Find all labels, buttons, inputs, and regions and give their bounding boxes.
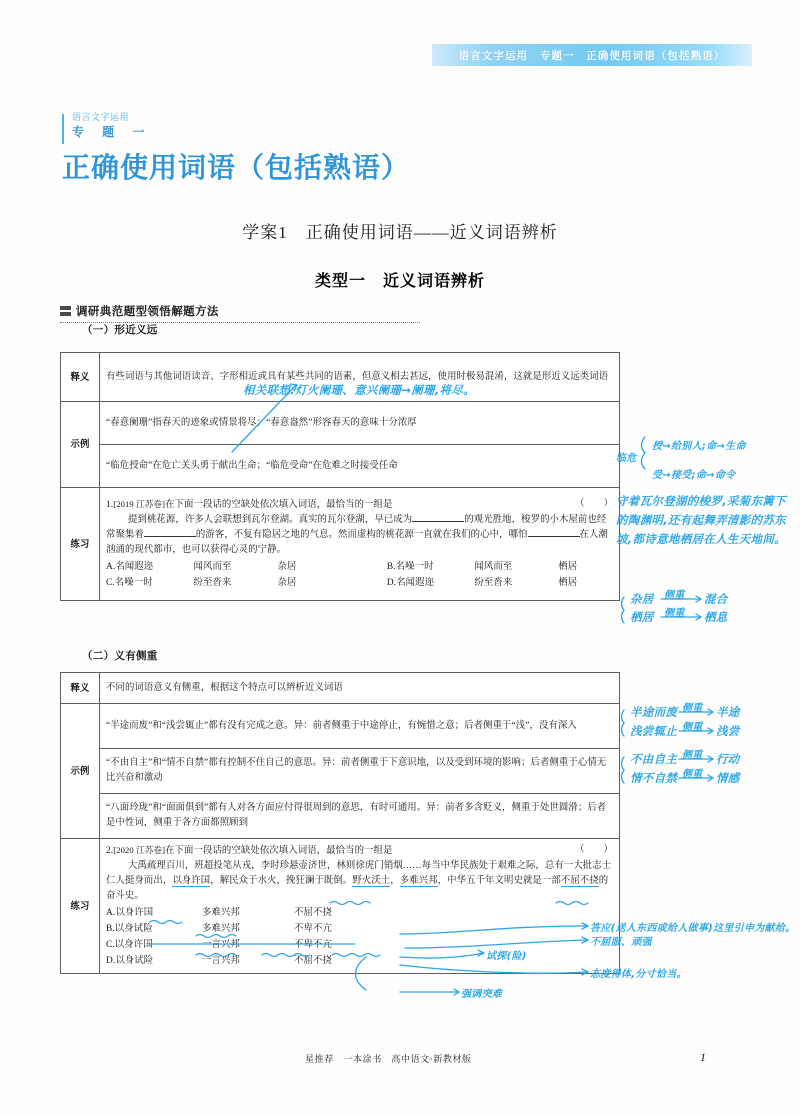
annotation-bantu-result: 半途 [716, 705, 740, 719]
passage: 提到桃花源，许多人会联想到瓦尔登湖。真实的瓦尔登湖，早已成为 的观光胜地，梭罗的小木屋前也经常聚集着 的游客，不复有隐居之地的气息。然而虚构的桃花源一直就在我们的心中，哪怕 在人潮汹涌的现代都市，也可以获得心灵的宁静。 [106, 515, 608, 555]
option-a-w3: 杂居 [277, 562, 297, 572]
annotation-buyou-mark: 侧重 [682, 750, 703, 761]
table-row [61, 402, 620, 445]
annotation-qiju-result: 栖息 [704, 610, 728, 624]
option-c-w2: 一言兴邦 [202, 940, 240, 950]
definition-cell: 不同的词语意义有侧重，根据这个特点可以辨析近义词语 [100, 673, 620, 704]
option-d[interactable]: D.以身试险 [106, 956, 154, 966]
annotation-qiangdiao-gloss: 强调突难 [461, 989, 503, 1000]
annotation-qianchang-mark: 侧重 [682, 722, 703, 733]
blank-2[interactable] [144, 536, 196, 537]
table-row [61, 749, 620, 794]
option-a-w2: 多难兴邦 [202, 908, 240, 918]
annotation-qingbu-mark: 侧重 [682, 769, 703, 780]
topic-label: 专 题 一 [72, 125, 152, 139]
practice-cell [100, 488, 620, 601]
example-cell-3: “八面玲珑”和“面面俱到”都有人对各方面应付得很周到的意思，有时可通用。异：前者多含贬义，侧重于处世圆滑；后者是中性词，侧重于各方面都照顾到 [100, 794, 620, 839]
footer-page-number: 1 [700, 1050, 706, 1064]
option-b[interactable]: B.名噪一时 [386, 562, 434, 572]
table-row [61, 488, 620, 601]
example-cell-1: “半途而废”和“浅尝辄止”都有没有完成之意。异：前者侧重于中途停止，有惋惜之意；后者侧重于“浅”，没有深入 [100, 704, 620, 749]
option-c[interactable]: C.名噪一时 [106, 578, 153, 588]
option-d[interactable]: D.名闻遐迩 [386, 578, 435, 588]
row-label-definition: 释义 [61, 673, 100, 704]
annotation-qianchang-word: 浅尝辄止 [630, 724, 678, 738]
passage: 大禹疏理百川，班超投笔从戎，李时珍悬壶济世，林则徐虎门销烟……每当中华民族处于艰难之际，总有一大批志士仁人挺身而出，以身许国，解民众于水火，挽狂澜于既倒。野火沃土，多难兴邦，中华五千年文明史就是一部不屈不挠的奋斗史。 [106, 861, 612, 901]
passage-underline-1: 以身许国 [172, 876, 211, 886]
running-header [432, 44, 752, 66]
table-row [61, 794, 620, 839]
annotation-zaju-result: 混合 [704, 592, 728, 606]
option-row [106, 576, 613, 591]
option-c-w3: 杂居 [277, 578, 297, 588]
option-a-w3: 不屈不挠 [294, 908, 332, 918]
definition-cell: 有些词语与其他词语读音、字形相近或具有某些共同的语素，但意义相去甚远，使用时极易混淆，这就是形近义远类词语 [100, 353, 620, 402]
blank-1[interactable] [412, 521, 464, 522]
options-list [106, 560, 613, 591]
group-one-heading: （一）形近义远 [82, 324, 158, 336]
option-row [106, 560, 613, 575]
annotation-linwei-line1: 授→给别人;命→生命 [652, 441, 746, 452]
table-group-two [60, 672, 620, 974]
answer-bracket[interactable]: （ ） [575, 845, 613, 855]
option-row [106, 954, 613, 969]
annotation-aligned-words: 相关联想:灯火阑珊、意兴阑珊→阑珊,将尽。 [243, 383, 475, 397]
annotation-zaju-mark: 侧重 [664, 590, 685, 601]
footer-imprint: 星推荐 一本涂书 高中语文·新教材版 [305, 1055, 472, 1065]
section-banner-text: 调研典范题型领悟解题方法 [76, 304, 219, 318]
annotation-zaju-word: 杂居 [630, 592, 654, 606]
option-row [106, 906, 613, 921]
annotation-linwei-head: 临危 [616, 453, 637, 464]
option-b[interactable]: B.以身试险 [106, 924, 153, 934]
option-c[interactable]: C.以身许国 [106, 940, 153, 950]
options-list [106, 906, 613, 969]
option-b-w2: 闻风而至 [474, 562, 513, 572]
passage-underline-2: 野火沃土 [352, 876, 391, 886]
option-a[interactable]: A.名闻遐迩 [106, 562, 154, 572]
annotation-buyou-result: 行动 [716, 752, 740, 766]
row-label-practice: 练习 [61, 488, 100, 601]
question-text: 1.[2019 江苏卷]在下面一段话的空缺处依次填入词语，最恰当的一组是 [106, 499, 393, 510]
annotation-buyou-word: 不由自主 [630, 752, 678, 766]
question-text: 2.[2020 江苏卷]在下面一段话的空缺处依次填入词语，最恰当的一组是 [106, 845, 393, 856]
annotation-qiju-mark: 侧重 [664, 608, 685, 619]
question-line [106, 843, 613, 859]
title-block [62, 112, 622, 186]
option-b-w3: 栖居 [558, 562, 578, 572]
option-a[interactable]: A.以身许国 [106, 908, 154, 918]
annotation-qiju-word: 栖居 [630, 610, 654, 624]
example-cell-1: “春意阑珊”指春天的迹象或情景将尽；“春意盎然”形容春天的意味十分浓厚 [100, 402, 620, 445]
section-marker-icon [60, 306, 71, 317]
annotation-qingbu-word: 情不自禁 [630, 771, 678, 785]
section-banner [60, 303, 420, 323]
example-cell-2: “不由自主”和“情不自禁”都有控制不住自己的意思。异：前者侧重于下意识地，以及受到环境的影响；后者侧重于心情无比兴奋和激动 [100, 749, 620, 794]
passage-underline-4: 不屈不挠 [560, 876, 599, 886]
row-label-definition: 释义 [61, 353, 100, 402]
type-heading: 类型一 近义词语辨析 [314, 271, 485, 290]
annotation-qingbu-result: 情感 [716, 771, 740, 785]
annotation-bantu-word: 半途而废 [630, 705, 678, 719]
option-b-w2: 多难兴邦 [202, 924, 240, 934]
annotation-linwei-line2: 受→接受;命→命令 [652, 470, 736, 481]
option-d-w2: 纷至沓来 [474, 578, 513, 588]
option-c-w2: 纷至沓来 [193, 578, 232, 588]
annotation-dayin-gloss: 答应(送人东西或给人做事)这里引申为献给。 [590, 923, 796, 934]
table-row [61, 839, 620, 974]
table-row [61, 704, 620, 749]
row-label-example: 示例 [61, 402, 100, 488]
option-d-w3: 栖居 [558, 578, 578, 588]
option-c-w3: 不卑不亢 [294, 940, 332, 950]
table-row [61, 445, 620, 488]
annotation-bantu-mark: 侧重 [682, 703, 703, 714]
annotation-thoreau-sentence: 守着瓦尔登湖的梭罗,采菊东篱下的陶渊明,还有起舞弄清影的苏东坡,都诗意地栖居在人生天地间。 [616, 494, 786, 546]
question-line [106, 497, 613, 513]
subject-bar [62, 112, 622, 140]
blank-3[interactable] [528, 536, 580, 537]
option-d-w3: 不屈不挠 [294, 956, 332, 966]
lesson-heading: 学案1 正确使用词语——近义词语辨析 [242, 223, 558, 242]
annotation-shitan-gloss: 试探(险) [486, 951, 527, 962]
group-two-heading: （二）义有侧重 [82, 650, 158, 662]
table-row [61, 673, 620, 704]
practice-cell [100, 839, 620, 974]
annotation-taidu-gloss: 态度得体,分寸恰当。 [590, 969, 687, 980]
annotation-qianchang-result: 浅尝 [716, 724, 740, 738]
option-row [106, 922, 613, 937]
option-b-w3: 不卑不亢 [294, 924, 332, 934]
option-a-w2: 闻风而至 [193, 562, 232, 572]
row-label-example: 示例 [61, 704, 100, 839]
answer-bracket[interactable]: （ ） [575, 499, 613, 509]
subject-label: 语言文字运用 [72, 113, 130, 123]
example-cell-2: “临危授命”在危亡关头勇于献出生命；“临危受命”在危难之时接受任命 [100, 445, 620, 488]
option-row [106, 938, 613, 953]
option-d-w2: 一言兴邦 [202, 956, 240, 966]
running-header-text: 语言文字运用 专题一 正确使用词语（包括熟语） [458, 49, 726, 62]
page-title: 正确使用词语（包括熟语） [62, 151, 411, 184]
passage-underline-3: 多难兴邦 [399, 876, 438, 886]
row-label-practice: 练习 [61, 839, 100, 974]
annotation-buqu-gloss: 不屈服、顽强 [590, 937, 652, 948]
